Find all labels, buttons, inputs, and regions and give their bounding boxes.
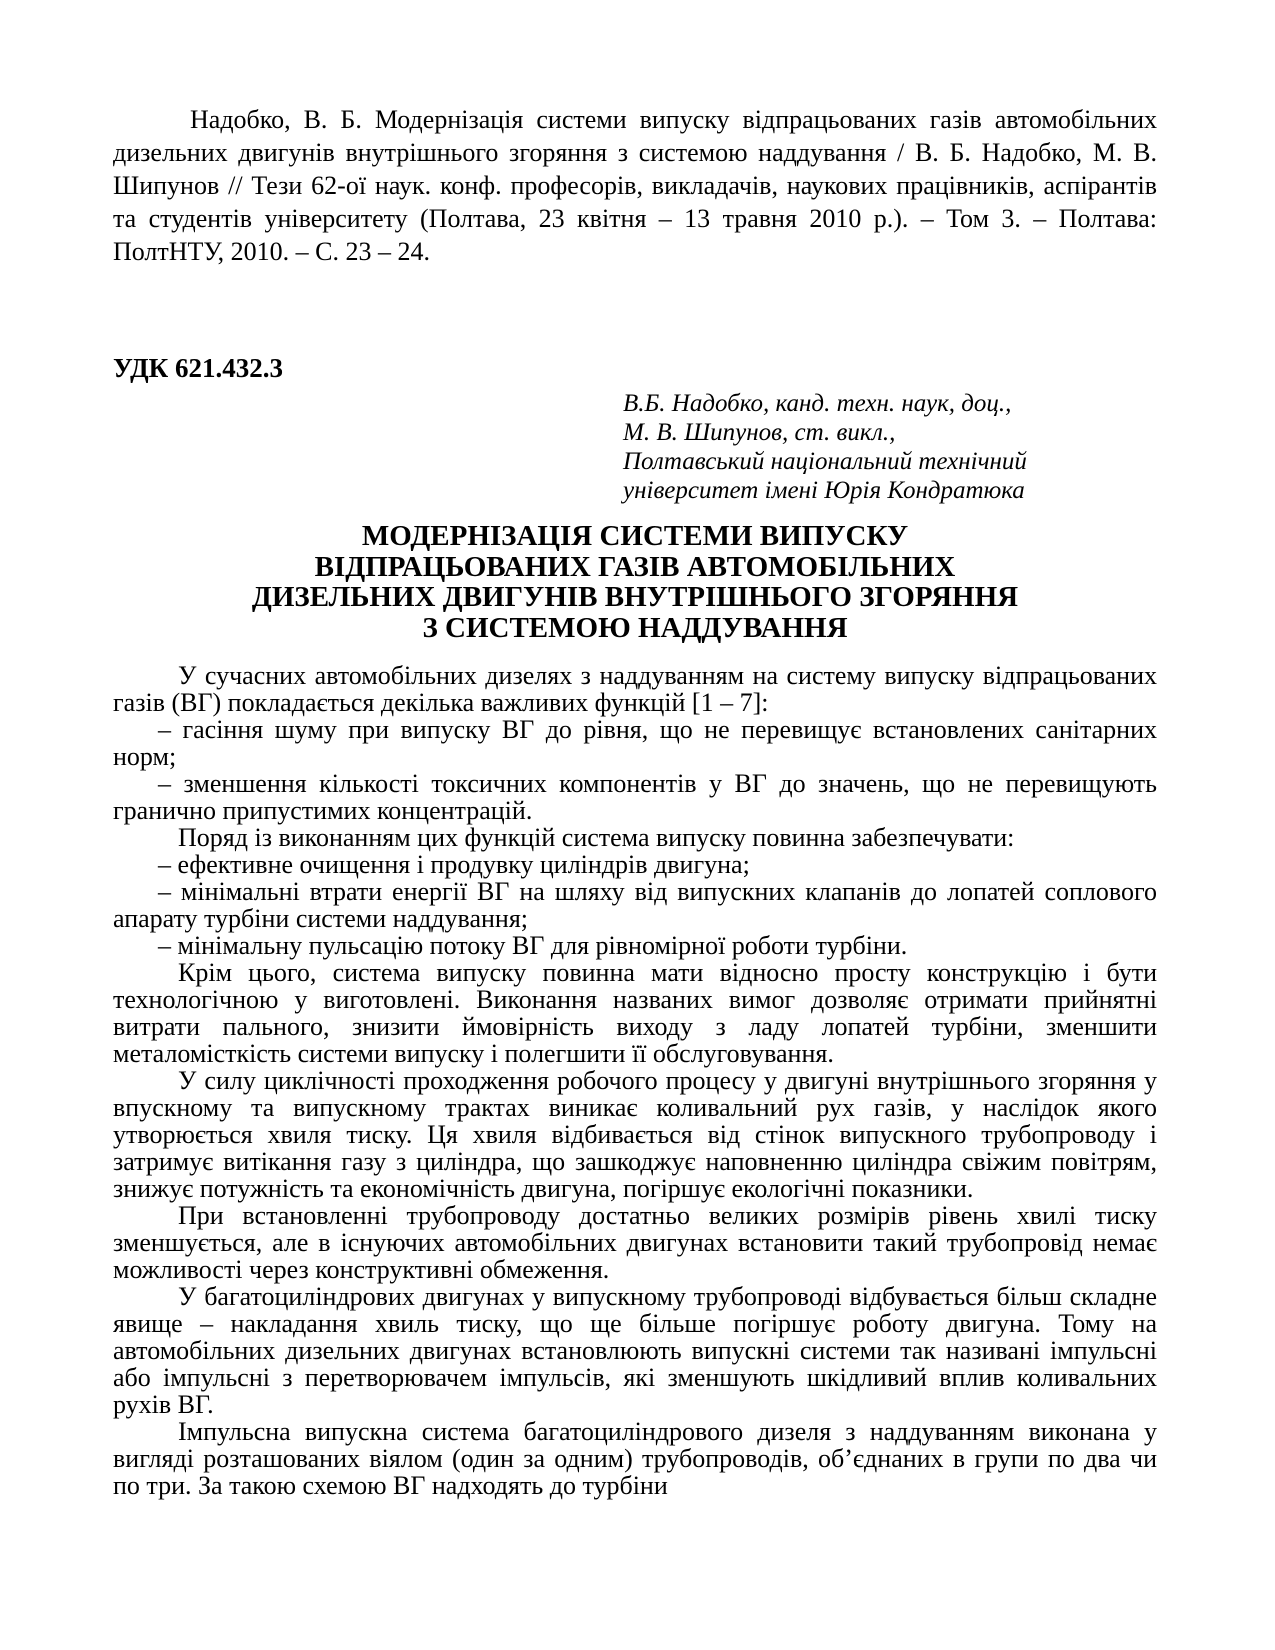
title-line: ДИЗЕЛЬНИХ ДВИГУНІВ ВНУТРІШНЬОГО ЗГОРЯННЯ — [251, 581, 1019, 613]
author-line: Полтавський національний технічний — [623, 448, 1027, 475]
body-paragraph: У сучасних автомобільних дизелях з наддуванням на систему випуску відпрацьованих газів (ВГ) покладається декілька важливих функцій [1 – 7]: — [113, 661, 1157, 717]
body-paragraph: У багатоциліндрових двигунах у випускному трубопроводі відбувається більш складне явище – накладання хвиль тиску, що ще більше погіршує роботу двигуна. Тому на автомобільних дизельних двигунах встановлюють випускні системи так називані імпульсні або імпульсні з перетворювачем імпульсів, які зменшують шкідливий вплив коливальних рухів ВГ. — [113, 1282, 1157, 1419]
title-line: З СИСТЕМОЮ НАДДУВАННЯ — [422, 611, 848, 644]
author-line: В.Б. Надобко, канд. техн. наук, доц., — [623, 390, 1012, 417]
body-paragraph: Крім цього, система випуску повинна мати відносно просту конструкцію і бути технологічною у виготовлені. Виконання названих вимог дозволяє отримати прийнятні витрати пального, знизити ймовірність виходу з ладу лопатей турбіни, зменшити металомісткість системи випуску і полегшити її обслуговування. — [113, 958, 1157, 1068]
author-line: М. В. Шипунов, ст. викл., — [623, 419, 896, 446]
article-title — [113, 521, 1157, 643]
body-list-item: – зменшення кількості токсичних компонентів у ВГ до значень, що не перевищують гранично припустимих концентрацій. — [113, 769, 1157, 825]
authors-block — [623, 389, 1157, 505]
title-line: МОДЕРНІЗАЦІЯ СИСТЕМИ ВИПУСКУ — [361, 520, 909, 552]
body-paragraph: Імпульсна випускна система багатоциліндрового дизеля з наддуванням виконана у вигляді розташованих віялом (один за одним) трубопроводів, об’єднаних в групи по два чи по три. За такою схемою ВГ надходять до турбіни — [113, 1417, 1157, 1500]
bibliographic-citation: Надобко, В. Б. Модернізація системи випуску відпрацьованих газів автомобільних дизельних двигунів внутрішнього згоряння з системою наддування / В. Б. Надобко, М. В. Шипунов // Тези 62-ої наук. конф. професорів, викладачів, наукових працівників, аспірантів та студентів університету (Полтава, 23 квітня – 13 травня 2010 р.). – Том 3. – Полтава: ПолтНТУ, 2010. – С. 23 – 24. — [113, 105, 1157, 266]
body-list-item: – мінімальну пульсацію потоку ВГ для рівномірної роботи турбіни. — [158, 931, 908, 960]
author-line: університет імені Юрія Кондратюка — [623, 477, 1025, 504]
body-list-item: – гасіння шуму при випуску ВГ до рівня, що не перевищує встановлених санітарних норм; — [113, 715, 1157, 771]
body-paragraph: У силу циклічності проходження робочого процесу у двигуні внутрішнього згоряння у впускному та випускному трактах виникає коливальний рух газів, у наслідок якого утворюється хвиля тиску. Ця хвиля відбивається від стінок випускного трубопроводу і затримує витікання газу з циліндра, що зашкоджує наповненню циліндра свіжим повітрям, знижує потужність та економічність двигуна, погіршує екологічні показники. — [113, 1066, 1157, 1203]
article-body — [113, 662, 1157, 1499]
body-list-item: – ефективне очищення і продувку циліндрів двигуна; — [158, 850, 750, 879]
udc-code: УДК 621.432.3 — [113, 353, 283, 383]
body-paragraph: Поряд із виконанням цих функцій система випуску повинна забезпечувати: — [178, 823, 1015, 852]
body-paragraph: При встановленні трубопроводу достатньо великих розмірів рівень хвилі тиску зменшується, але в існуючих автомобільних двигунах встановити такий трубопровід немає можливості через конструктивні обмеження. — [113, 1201, 1157, 1284]
title-line: ВІДПРАЦЬОВАНИХ ГАЗІВ АВТОМОБІЛЬНИХ — [314, 550, 956, 583]
body-list-item: – мінімальні втрати енергії ВГ на шляху від випускних клапанів до лопатей соплового апарату турбіни системи наддування; — [113, 877, 1157, 933]
